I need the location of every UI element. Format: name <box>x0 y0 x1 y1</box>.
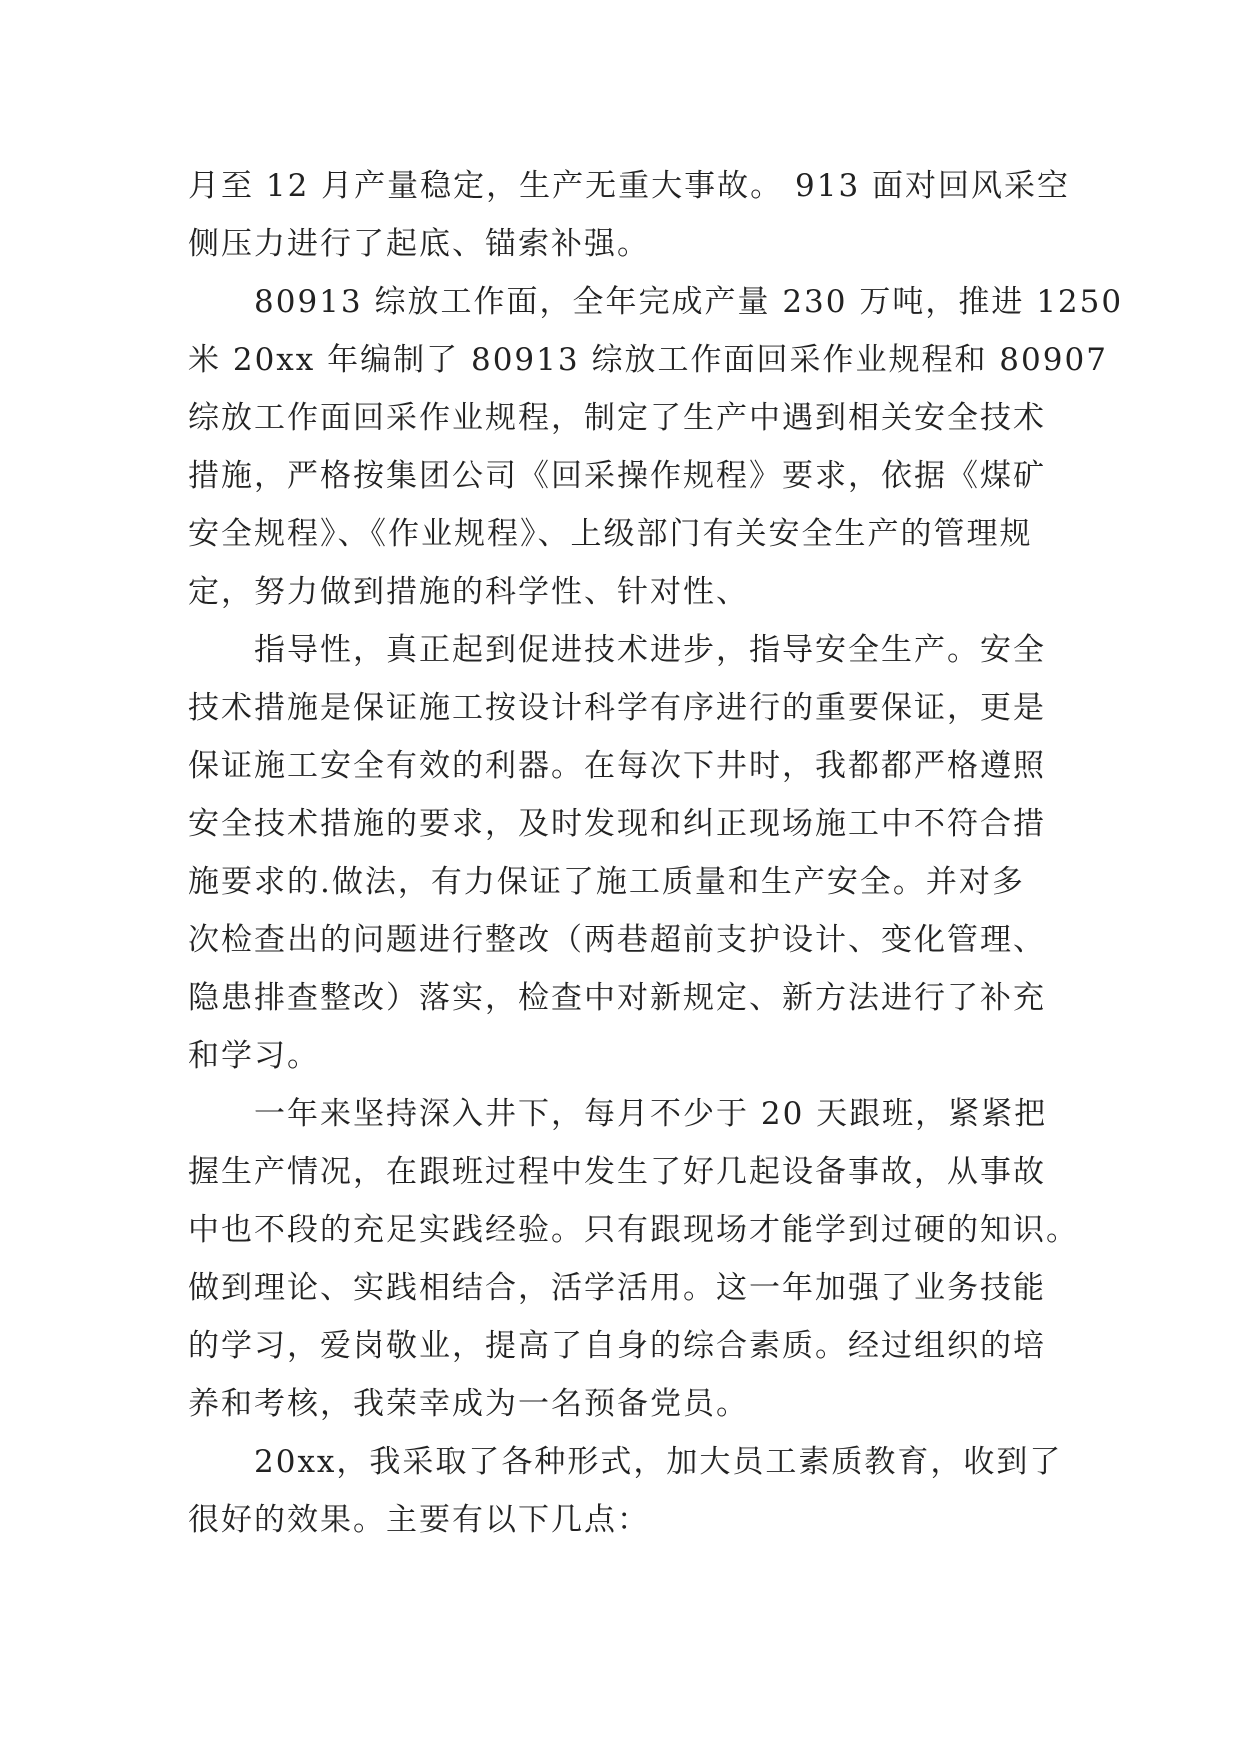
text-line: 次检查出的问题进行整改（两巷超前支护设计、变化管理、 <box>188 922 1046 958</box>
text-line: 握生产情况，在跟班过程中发生了好几起设备事故，从事故 <box>188 1154 1046 1190</box>
text-line: 施要求的.做法，有力保证了施工质量和生产安全。并对多 <box>188 864 1025 900</box>
text-line: 侧压力进行了起底、锚索补强。 <box>188 226 650 262</box>
text-line: 20xx，我采取了各种形式，加大员工素质教育，收到了 <box>254 1444 1063 1480</box>
text-line: 很好的效果。主要有以下几点： <box>188 1502 650 1538</box>
text-line: 80913 综放工作面，全年完成产量 230 万吨，推进 1250 <box>254 284 1124 320</box>
text-line: 做到理论、实践相结合，活学活用。这一年加强了业务技能 <box>188 1270 1046 1306</box>
text-line: 措施，严格按集团公司《回采操作规程》要求，依据《煤矿 <box>188 458 1046 494</box>
text-line: 米 20xx 年编制了 80913 综放工作面回采作业规程和 80907 <box>188 342 1108 378</box>
text-line: 保证施工安全有效的利器。在每次下井时，我都都严格遵照 <box>188 748 1046 784</box>
text-line: 指导性，真正起到促进技术进步，指导安全生产。安全 <box>254 632 1046 668</box>
text-line: 安全技术措施的要求，及时发现和纠正现场施工中不符合措 <box>188 806 1046 842</box>
text-line: 养和考核，我荣幸成为一名预备党员。 <box>188 1386 749 1422</box>
text-line: 的学习，爱岗敬业，提高了自身的综合素质。经过组织的培 <box>188 1328 1046 1364</box>
text-line: 和学习。 <box>188 1038 320 1074</box>
text-line: 定，努力做到措施的科学性、针对性、 <box>188 574 749 610</box>
text-line: 一年来坚持深入井下，每月不少于 20 天跟班，紧紧把 <box>254 1096 1048 1132</box>
text-line: 月至 12 月产量稳定，生产无重大事故。 913 面对回风采空 <box>188 168 1071 204</box>
text-line: 综放工作面回采作业规程，制定了生产中遇到相关安全技术 <box>188 400 1046 436</box>
text-line: 中也不段的充足实践经验。只有跟现场才能学到过硬的知识。 <box>188 1212 1079 1248</box>
text-line: 隐患排查整改）落实，检查中对新规定、新方法进行了补充 <box>188 980 1046 1016</box>
text-line: 安全规程》、《作业规程》、上级部门有关安全生产的管理规 <box>188 516 1033 552</box>
text-line: 技术措施是保证施工按设计科学有序进行的重要保证，更是 <box>188 690 1046 726</box>
body-text <box>188 157 1124 1549</box>
